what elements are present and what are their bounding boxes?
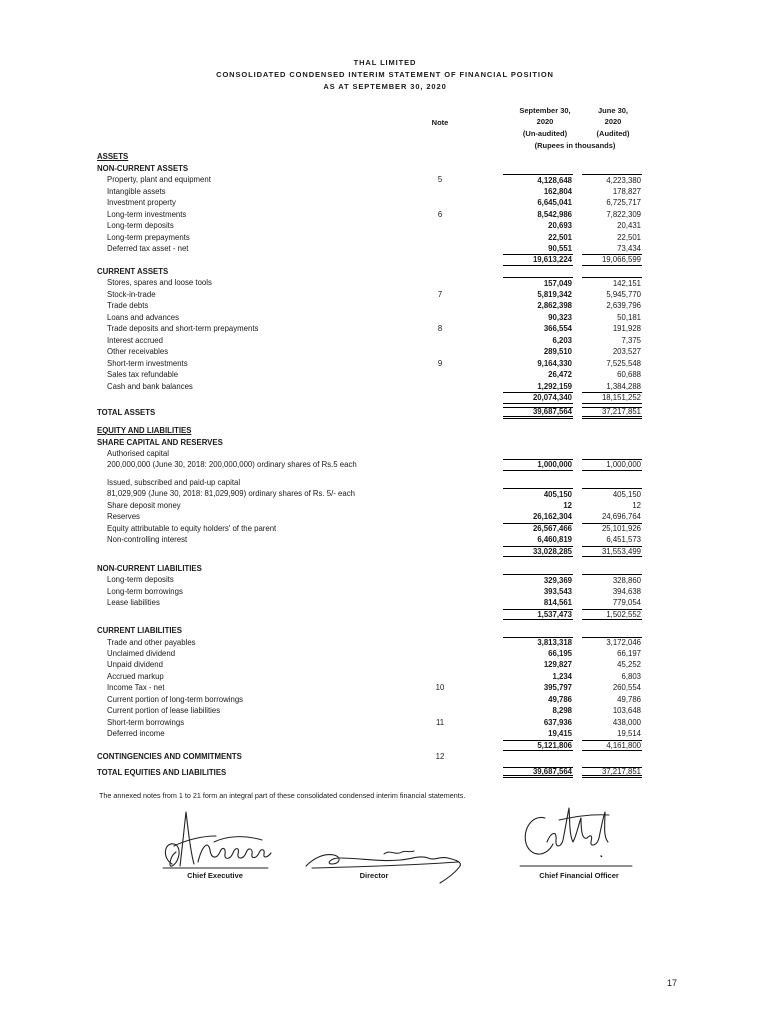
row-label: Cash and bank balances <box>107 381 193 391</box>
value-september-30-2020: 1,292,159 <box>537 381 572 391</box>
line-item-row <box>0 381 770 392</box>
row-label: Trade debts <box>107 301 149 311</box>
value-september-30-2020: 9,164,330 <box>537 358 572 368</box>
row-label: Loans and advances <box>107 312 179 322</box>
value-june-30-2020: 37,217,851 <box>582 407 642 418</box>
subtotal-row <box>0 392 770 403</box>
statement-date: AS AT SEPTEMBER 30, 2020 <box>323 82 447 91</box>
section-heading-row <box>0 151 770 162</box>
value-june-30-2020: 405,150 <box>582 488 642 499</box>
value-june-30-2020: 45,252 <box>617 660 641 670</box>
line-item-row <box>0 346 770 357</box>
currency-unit-label: (Rupees in thousands) <box>534 140 616 150</box>
value-june-30-2020: 3,172,046 <box>582 637 642 648</box>
value-june-30-2020: 103,648 <box>612 706 641 716</box>
row-label: Share deposit money <box>107 500 181 510</box>
subtotal-row <box>0 254 770 265</box>
prior-period-date: June 30, <box>597 106 628 115</box>
row-label: CURRENT ASSETS <box>97 266 169 276</box>
prior-period-status: (Audited) <box>596 128 630 138</box>
value-june-30-2020: 31,553,499 <box>582 546 642 557</box>
value-september-30-2020: 20,074,340 <box>503 392 573 403</box>
value-june-30-2020: 18,151,252 <box>582 392 642 403</box>
line-item-row <box>0 648 770 659</box>
value-june-30-2020: 328,860 <box>582 574 642 585</box>
value-june-30-2020: 50,181 <box>617 312 641 322</box>
value-september-30-2020: 20,693 <box>548 221 572 231</box>
row-label: Non-controlling interest <box>107 535 188 545</box>
signatory-chief-financial-officer: Chief Financial Officer <box>539 871 619 880</box>
line-item-row <box>0 289 770 300</box>
value-september-30-2020: 90,323 <box>548 312 572 322</box>
line-item-row <box>0 477 770 488</box>
note-column-header: Note <box>431 118 449 127</box>
total-row <box>0 767 770 778</box>
value-june-30-2020: 7,525,548 <box>606 358 641 368</box>
row-label: Interest accrued <box>107 335 163 345</box>
value-september-30-2020: 6,203 <box>552 335 572 345</box>
statement-header <box>0 57 770 93</box>
row-label: Long-term borrowings <box>107 586 183 596</box>
note-reference: 12 <box>435 752 445 762</box>
value-june-30-2020: 20,431 <box>617 221 641 231</box>
value-september-30-2020: 395,797 <box>543 683 572 693</box>
row-label: 81,029,909 (June 30, 2018: 81,029,909) ordinary shares of Rs. 5/- each <box>107 489 355 499</box>
line-item-row <box>0 369 770 380</box>
subsection-heading-row <box>0 751 770 762</box>
current-period-date: September 30, <box>519 106 571 115</box>
total-row <box>0 407 770 418</box>
value-june-30-2020: 19,514 <box>617 729 641 739</box>
note-reference: 8 <box>437 324 443 334</box>
value-september-30-2020: 8,542,986 <box>537 209 572 219</box>
line-item-row <box>0 323 770 334</box>
row-label: Lease liabilities <box>107 598 160 608</box>
row-label: Stock-in-trade <box>107 289 156 299</box>
subsection-heading-row <box>0 563 770 574</box>
value-september-30-2020: 6,645,041 <box>537 198 572 208</box>
line-item-row <box>0 220 770 231</box>
line-item-row <box>0 459 770 470</box>
line-item-row <box>0 682 770 693</box>
value-june-30-2020: 1,000,000 <box>582 459 642 470</box>
column-header-prior <box>578 105 648 139</box>
subsection-heading-row <box>0 437 770 448</box>
note-reference: 6 <box>437 209 443 219</box>
value-june-30-2020: 178,827 <box>612 186 641 196</box>
value-june-30-2020: 438,000 <box>612 717 641 727</box>
value-june-30-2020: 12 <box>632 500 641 510</box>
value-june-30-2020: 6,803 <box>621 671 641 681</box>
line-item-row <box>0 277 770 288</box>
value-june-30-2020: 779,054 <box>612 598 641 608</box>
signature-chief-executive <box>158 806 276 874</box>
value-june-30-2020: 4,223,380 <box>582 174 642 185</box>
value-september-30-2020: 393,543 <box>543 586 572 596</box>
value-september-30-2020: 2,862,398 <box>537 301 572 311</box>
signatory-director: Director <box>359 871 389 880</box>
line-item-row <box>0 597 770 608</box>
value-september-30-2020: 26,472 <box>548 370 572 380</box>
line-item-row <box>0 523 770 534</box>
value-june-30-2020: 24,696,764 <box>601 512 641 522</box>
value-june-30-2020: 7,375 <box>621 335 641 345</box>
value-june-30-2020: 49,786 <box>617 694 641 704</box>
row-label: TOTAL EQUITIES AND LIABILITIES <box>97 767 227 777</box>
line-item-row <box>0 232 770 243</box>
line-item-row <box>0 488 770 499</box>
line-item-row <box>0 534 770 545</box>
value-september-30-2020: 5,819,342 <box>537 289 572 299</box>
value-june-30-2020: 260,554 <box>612 683 641 693</box>
value-september-30-2020: 90,551 <box>548 244 572 253</box>
row-label: Reserves <box>107 512 140 522</box>
footnote: The annexed notes from 1 to 21 form an integral part of these consolidated condensed interim financial statements. <box>99 791 466 800</box>
value-june-30-2020: 7,822,309 <box>606 209 641 219</box>
row-label: Unpaid dividend <box>107 660 163 670</box>
note-reference: 5 <box>437 175 443 185</box>
note-reference: 9 <box>437 358 443 368</box>
value-september-30-2020: 157,049 <box>503 277 573 288</box>
value-september-30-2020: 405,150 <box>503 488 573 499</box>
company-name: THAL LIMITED <box>353 58 417 67</box>
current-period-year: 2020 <box>536 117 554 127</box>
line-item-row <box>0 500 770 511</box>
row-label: Property, plant and equipment <box>107 175 211 185</box>
row-label: NON-CURRENT ASSETS <box>97 163 189 173</box>
line-item-row <box>0 197 770 208</box>
value-september-30-2020: 1,000,000 <box>503 459 573 470</box>
row-label: TOTAL ASSETS <box>97 408 156 418</box>
line-item-row <box>0 671 770 682</box>
row-label: Long-term investments <box>107 209 187 219</box>
row-label: Current portion of long-term borrowings <box>107 694 244 704</box>
row-label: CONTINGENCIES AND COMMITMENTS <box>97 752 242 762</box>
line-item-row <box>0 717 770 728</box>
value-june-30-2020: 73,434 <box>617 244 641 253</box>
line-item-row <box>0 243 770 254</box>
value-june-30-2020: 37,217,851 <box>582 767 642 778</box>
line-item-row <box>0 186 770 197</box>
row-label: Investment property <box>107 198 176 208</box>
value-june-30-2020: 19,066,599 <box>582 254 642 265</box>
value-september-30-2020: 19,415 <box>548 729 572 739</box>
row-label: Trade and other payables <box>107 637 196 647</box>
subsection-heading-row <box>0 266 770 277</box>
line-item-row <box>0 209 770 220</box>
line-item-row <box>0 637 770 648</box>
line-item-row <box>0 448 770 459</box>
value-september-30-2020: 637,936 <box>543 717 572 727</box>
value-september-30-2020: 129,827 <box>543 660 572 670</box>
line-item-row <box>0 574 770 585</box>
line-item-row <box>0 705 770 716</box>
row-label: Authorised capital <box>107 448 169 458</box>
value-september-30-2020: 3,813,318 <box>503 637 573 648</box>
value-september-30-2020: 289,510 <box>543 347 572 357</box>
subsection-heading-row <box>0 625 770 636</box>
value-june-30-2020: 1,384,288 <box>606 381 641 391</box>
row-label: NON-CURRENT LIABILITIES <box>97 563 202 573</box>
value-june-30-2020: 22,501 <box>617 232 641 242</box>
value-september-30-2020: 1,537,473 <box>503 609 573 620</box>
page-number: 17 <box>666 978 677 988</box>
value-september-30-2020: 8,298 <box>552 706 572 716</box>
value-june-30-2020: 6,451,573 <box>606 535 641 545</box>
line-item-row <box>0 694 770 705</box>
value-june-30-2020: 142,151 <box>582 277 642 288</box>
value-june-30-2020: 191,928 <box>612 324 641 334</box>
note-reference: 11 <box>435 717 445 727</box>
value-september-30-2020: 26,567,466 <box>503 523 573 534</box>
row-label: 200,000,000 (June 30, 2018: 200,000,000) ordinary shares of Rs.5 each <box>107 460 357 470</box>
row-label: Equity attributable to equity holders' of the parent <box>107 523 277 533</box>
value-june-30-2020: 5,945,770 <box>606 289 641 299</box>
value-september-30-2020: 33,028,285 <box>503 546 573 557</box>
row-label: Deferred income <box>107 729 165 739</box>
row-label: Long-term prepayments <box>107 232 190 242</box>
value-september-30-2020: 1,234 <box>552 671 572 681</box>
line-item-row <box>0 335 770 346</box>
row-label: Current portion of lease liabilities <box>107 706 221 716</box>
row-label: Short-term borrowings <box>107 717 185 727</box>
row-label: Other receivables <box>107 347 169 357</box>
value-june-30-2020: 203,527 <box>612 347 641 357</box>
line-item-row <box>0 312 770 323</box>
value-september-30-2020: 22,501 <box>548 232 572 242</box>
value-september-30-2020: 366,554 <box>543 324 572 334</box>
row-label: EQUITY AND LIABILITIES <box>97 426 192 436</box>
row-label: Stores, spares and loose tools <box>107 278 212 288</box>
value-september-30-2020: 39,687,564 <box>503 767 573 778</box>
value-june-30-2020: 25,101,926 <box>582 523 642 534</box>
row-label: ASSETS <box>97 152 129 162</box>
note-reference: 10 <box>435 683 445 693</box>
value-june-30-2020: 1,502,552 <box>582 609 642 620</box>
value-september-30-2020: 4,128,648 <box>503 174 573 185</box>
prior-period-year: 2020 <box>604 117 622 127</box>
line-item-row <box>0 174 770 185</box>
value-september-30-2020: 19,613,224 <box>503 254 573 265</box>
row-label: Deferred tax asset - net <box>107 244 189 253</box>
value-september-30-2020: 26,162,304 <box>532 512 572 522</box>
subtotal-row <box>0 546 770 557</box>
row-label: Long-term deposits <box>107 575 174 585</box>
line-item-row <box>0 358 770 369</box>
value-september-30-2020: 49,786 <box>548 694 572 704</box>
value-june-30-2020: 394,638 <box>612 586 641 596</box>
value-june-30-2020: 6,725,717 <box>606 198 641 208</box>
row-label: Sales tax refundable <box>107 370 179 380</box>
row-label: SHARE CAPITAL AND RESERVES <box>97 437 223 447</box>
signature-chief-financial-officer <box>515 800 637 872</box>
value-september-30-2020: 162,804 <box>543 186 572 196</box>
row-label: Accrued markup <box>107 671 164 681</box>
row-label: Unclaimed dividend <box>107 648 176 658</box>
value-september-30-2020: 5,121,806 <box>503 740 573 751</box>
value-june-30-2020: 60,688 <box>617 370 641 380</box>
value-june-30-2020: 66,197 <box>617 648 641 658</box>
note-reference: 7 <box>437 289 443 299</box>
row-label: Issued, subscribed and paid-up capital <box>107 477 241 487</box>
value-september-30-2020: 39,687,564 <box>503 407 573 418</box>
row-label: Short-term investments <box>107 358 188 368</box>
line-item-row <box>0 728 770 739</box>
row-label: Intangible assets <box>107 186 166 196</box>
section-heading-row <box>0 425 770 436</box>
line-item-row <box>0 511 770 522</box>
value-september-30-2020: 6,460,819 <box>537 535 572 545</box>
value-september-30-2020: 814,561 <box>543 598 572 608</box>
subtotal-row <box>0 609 770 620</box>
current-period-status: (Un-audited) <box>522 128 568 138</box>
financial-position-table <box>0 151 770 778</box>
value-september-30-2020: 329,369 <box>503 574 573 585</box>
subsection-heading-row <box>0 163 770 174</box>
row-label: Trade deposits and short-term prepayments <box>107 324 259 334</box>
signatory-chief-executive: Chief Executive <box>187 871 243 880</box>
value-september-30-2020: 66,195 <box>548 648 572 658</box>
row-label: Long-term deposits <box>107 221 174 231</box>
line-item-row <box>0 300 770 311</box>
line-item-row <box>0 659 770 670</box>
value-september-30-2020: 12 <box>563 500 572 510</box>
value-june-30-2020: 2,639,796 <box>606 301 641 311</box>
row-label: Income Tax - net <box>107 683 165 693</box>
value-june-30-2020: 4,161,800 <box>582 740 642 751</box>
column-header-current <box>505 105 585 139</box>
subtotal-row <box>0 740 770 751</box>
line-item-row <box>0 586 770 597</box>
statement-title: CONSOLIDATED CONDENSED INTERIM STATEMENT OF FINANCIAL POSITION <box>216 70 554 79</box>
row-label: CURRENT LIABILITIES <box>97 626 182 636</box>
